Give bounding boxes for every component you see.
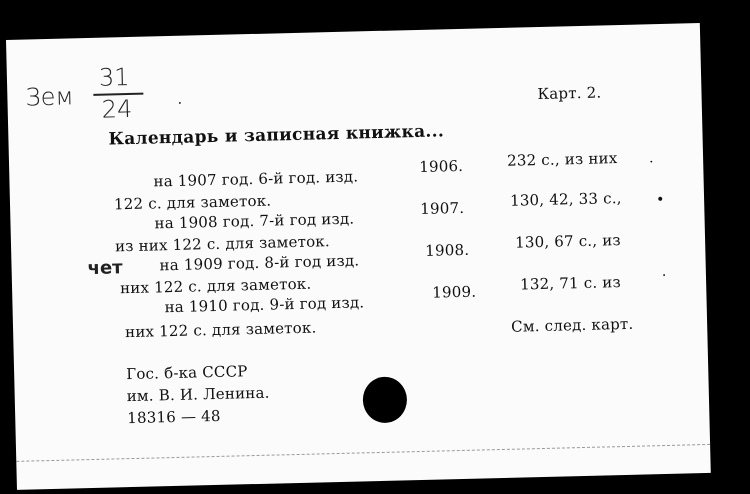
- entry-pages: 132, 71 с. из: [519, 273, 622, 294]
- handwritten-prefix: Зем: [25, 82, 74, 112]
- library-number: 18316 — 48: [127, 406, 221, 428]
- entry-line2: них 122 с. для заметок.: [124, 318, 317, 342]
- entry-year: 1908.: [425, 240, 470, 260]
- handwritten-marginal-note: чет: [87, 257, 123, 280]
- mark-dot: .: [648, 150, 654, 167]
- entry-line1: на 1910 год. 9-й год изд.: [164, 293, 365, 317]
- entry-line1: на 1908 год. 7-й год изд.: [154, 209, 355, 233]
- card-number: Карт. 2.: [537, 83, 602, 104]
- entry-year: 1907.: [420, 198, 465, 218]
- mark-dot: ·: [661, 267, 667, 285]
- punch-hole: [362, 376, 407, 423]
- entry-line1: на 1909 год. 8-й год изд.: [159, 251, 360, 275]
- entry-line2: них 122 с. для заметок.: [119, 274, 312, 298]
- library-dedication: им. В. И. Ленина.: [126, 383, 270, 406]
- entry-pages: 130, 67 с., из: [514, 231, 622, 252]
- entry-year: 1909.: [432, 282, 477, 302]
- catalog-title: Календарь и записная книжка...: [108, 121, 445, 150]
- entry-pages: 232 с., из них: [506, 149, 618, 170]
- entry-pages: 130, 42, 33 с.,: [509, 189, 622, 210]
- see-next-card: См. след. карт.: [510, 314, 634, 336]
- library-name: Гос. б-ка СССР: [125, 362, 248, 384]
- entry-line2: 122 с. для заметок.: [113, 191, 272, 214]
- entry-line1: на 1907 год. 6-й год. изд.: [153, 167, 359, 191]
- mark-dot: ·: [177, 95, 183, 112]
- handwritten-denominator: 24: [101, 94, 133, 124]
- catalog-card: [6, 23, 711, 490]
- handwritten-numerator: 31: [98, 62, 130, 92]
- entry-year: 1906.: [419, 156, 464, 176]
- mark-dot: •: [655, 191, 665, 209]
- entry-line2: из них 122 с. для заметок.: [114, 232, 331, 256]
